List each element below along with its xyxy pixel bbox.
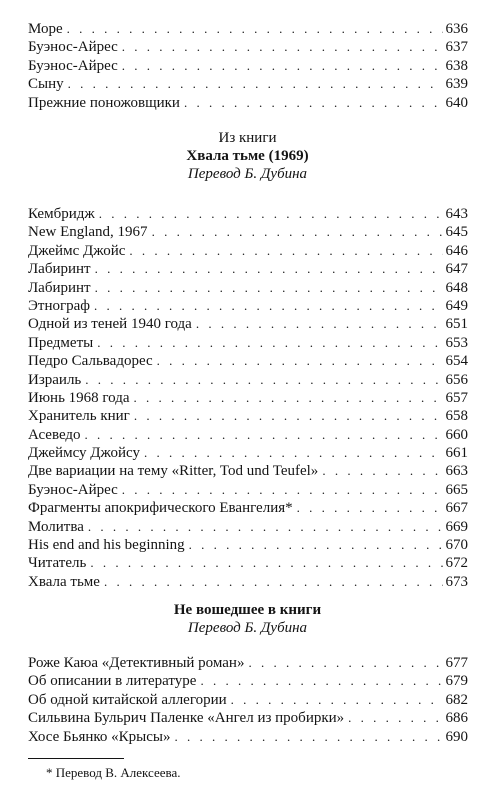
toc-entry — [28, 499, 468, 517]
toc-entry-page: 649 — [445, 297, 468, 314]
dot-leader — [152, 223, 443, 241]
dot-leader — [95, 279, 443, 297]
toc-entry-page: 658 — [445, 408, 468, 425]
dot-leader — [122, 38, 443, 56]
toc-entry — [28, 371, 468, 389]
toc-entry-title: Джеймсу Джойсу — [28, 445, 140, 462]
toc-entry-page: 643 — [445, 206, 468, 222]
dot-leader — [99, 205, 443, 223]
toc-entry — [28, 426, 468, 444]
dot-leader — [97, 334, 442, 352]
section-intro: Из книги — [218, 130, 277, 146]
toc-entry — [28, 260, 468, 278]
toc-entry-title: Сильвина Бульрич Паленке «Ангел из пробирки» — [28, 710, 345, 727]
toc-entry-page: 651 — [445, 316, 468, 333]
toc-entry-page: 656 — [445, 371, 468, 388]
dot-leader — [184, 94, 443, 112]
toc-entry — [28, 389, 468, 407]
toc-entry-page: 636 — [445, 21, 468, 37]
toc-entry — [28, 481, 468, 499]
toc-entry-page: 645 — [445, 224, 468, 241]
dot-leader — [175, 728, 443, 746]
toc-entry-page: 679 — [445, 673, 468, 690]
toc-entry — [28, 334, 468, 352]
toc-entry-title: Об описании в литературе — [28, 673, 197, 690]
translator-credit: Перевод Б. Дубина — [187, 620, 308, 636]
dot-leader — [95, 260, 443, 278]
toc-entry-title: Одной из теней 1940 года — [28, 316, 192, 333]
toc-entry-title: Молитва — [28, 518, 84, 535]
toc-entry-title: Лабиринт — [28, 261, 91, 278]
toc-entry-title: Хосе Бьянко «Крысы» — [28, 728, 171, 745]
dot-leader — [88, 518, 443, 536]
dot-leader — [189, 536, 443, 554]
toc-entry-title: Джеймс Джойс — [28, 242, 126, 259]
toc-entry-page: 677 — [445, 655, 468, 671]
toc-entry-page: 686 — [445, 710, 468, 727]
toc-entry — [28, 554, 468, 572]
section-heading-uncollected — [0, 601, 495, 637]
toc-entry — [28, 279, 468, 297]
toc-entry — [28, 691, 468, 709]
toc-entry-title: Хранитель книг — [28, 408, 130, 425]
book-title: Хвала тьме (1969) — [186, 148, 309, 164]
toc-entry-title: Хвала тьме — [28, 573, 100, 590]
dot-leader — [157, 352, 443, 370]
toc-entry-page: 646 — [445, 242, 468, 259]
dot-leader — [348, 709, 442, 727]
dot-leader — [200, 672, 442, 690]
toc-entry — [28, 315, 468, 333]
toc-entry-title: Сыну — [28, 76, 64, 93]
toc-entry-page: 670 — [445, 537, 468, 554]
toc-section-praise-of-darkness — [28, 205, 468, 591]
dot-leader — [85, 371, 442, 389]
toc-entry — [28, 57, 468, 75]
toc-entry — [28, 462, 468, 480]
toc-entry-page: 672 — [445, 555, 468, 572]
toc-entry-title: Буэнос-Айрес — [28, 57, 118, 74]
dot-leader — [122, 57, 443, 75]
footnote-divider — [28, 758, 124, 759]
dot-leader — [322, 462, 442, 480]
toc-entry — [28, 38, 468, 56]
toc-entry-title: Роже Каюа «Детективный роман» — [28, 655, 245, 671]
toc-entry-title: Прежние поножовщики — [28, 94, 180, 111]
toc-entry-page: 638 — [445, 57, 468, 74]
toc-entry-page: 682 — [445, 691, 468, 708]
toc-section-uncollected — [28, 654, 468, 746]
toc-entry — [28, 205, 468, 223]
toc-entry-page: 660 — [445, 426, 468, 443]
toc-entry-page: 667 — [445, 500, 468, 517]
dot-leader — [90, 554, 442, 572]
toc-entry-page: 673 — [445, 573, 468, 590]
dot-leader — [134, 389, 443, 407]
toc-entry-title: Педро Сальвадорес — [28, 353, 153, 370]
toc-entry — [28, 75, 468, 93]
toc-entry-title: Лабиринт — [28, 279, 91, 296]
toc-entry-page: 647 — [445, 261, 468, 278]
section-heading-praise-of-darkness — [0, 129, 495, 183]
toc-entry — [28, 709, 468, 727]
toc-entry — [28, 352, 468, 370]
toc-entry-page: 654 — [445, 353, 468, 370]
toc-entry-page: 640 — [445, 94, 468, 111]
toc-entry-title: New England, 1967 — [28, 224, 148, 241]
toc-entry-page: 637 — [445, 39, 468, 56]
toc-entry-title: Этнограф — [28, 297, 91, 314]
toc-entry-page: 669 — [445, 518, 468, 535]
dot-leader — [196, 315, 443, 333]
dot-leader — [85, 426, 443, 444]
toc-section-continued — [28, 20, 468, 112]
toc-entry-page: 661 — [445, 445, 468, 462]
toc-entry — [28, 20, 468, 38]
toc-entry-title: Море — [28, 21, 63, 37]
toc-entry-title: Об одной китайской аллегории — [28, 691, 227, 708]
dot-leader — [297, 499, 443, 517]
translator-credit: Перевод Б. Дубина — [187, 166, 308, 182]
toc-entry — [28, 518, 468, 536]
toc-entry — [28, 573, 468, 591]
dot-leader — [129, 242, 442, 260]
toc-entry-title: His end and his beginning — [28, 537, 185, 554]
toc-entry-title: Предметы — [28, 334, 94, 351]
toc-entry — [28, 654, 468, 672]
toc-entry — [28, 297, 468, 315]
toc-entry-title: Асеведо — [28, 426, 81, 443]
dot-leader — [67, 20, 443, 38]
toc-entry — [28, 242, 468, 260]
toc-entry-title: Июнь 1968 года — [28, 389, 130, 406]
toc-entry-page: 663 — [445, 463, 468, 480]
toc-entry-page: 653 — [445, 334, 468, 351]
toc-entry — [28, 444, 468, 462]
toc-entry-page: 690 — [445, 728, 468, 745]
toc-entry — [28, 536, 468, 554]
toc-entry-page: 665 — [445, 481, 468, 498]
toc-entry-title: Две вариации на тему «Ritter, Tod und Teufel» — [28, 463, 319, 480]
toc-entry-title: Кембридж — [28, 206, 95, 222]
toc-entry — [28, 223, 468, 241]
footnote: * Перевод В. Алексеева. — [46, 765, 181, 780]
dot-leader — [134, 407, 443, 425]
dot-leader — [104, 573, 443, 591]
toc-entry-title: Читатель — [28, 555, 87, 572]
toc-entry — [28, 672, 468, 690]
dot-leader — [248, 654, 442, 672]
toc-entry-title: Израиль — [28, 371, 82, 388]
dot-leader — [94, 297, 442, 315]
toc-entry — [28, 407, 468, 425]
dot-leader — [122, 481, 443, 499]
dot-leader — [231, 691, 443, 709]
book-title: Не вошедшее в книги — [173, 602, 322, 618]
dot-leader — [144, 444, 443, 462]
toc-entry-page: 648 — [445, 279, 468, 296]
toc-entry-page: 657 — [445, 389, 468, 406]
toc-entry — [28, 94, 468, 112]
dot-leader — [68, 75, 443, 93]
toc-entry-title: Буэнос-Айрес — [28, 39, 118, 56]
toc-entry — [28, 728, 468, 746]
toc-entry-page: 639 — [445, 76, 468, 93]
toc-entry-title: Буэнос-Айрес — [28, 481, 118, 498]
toc-entry-title: Фрагменты апокрифического Евангелия* — [28, 500, 293, 517]
